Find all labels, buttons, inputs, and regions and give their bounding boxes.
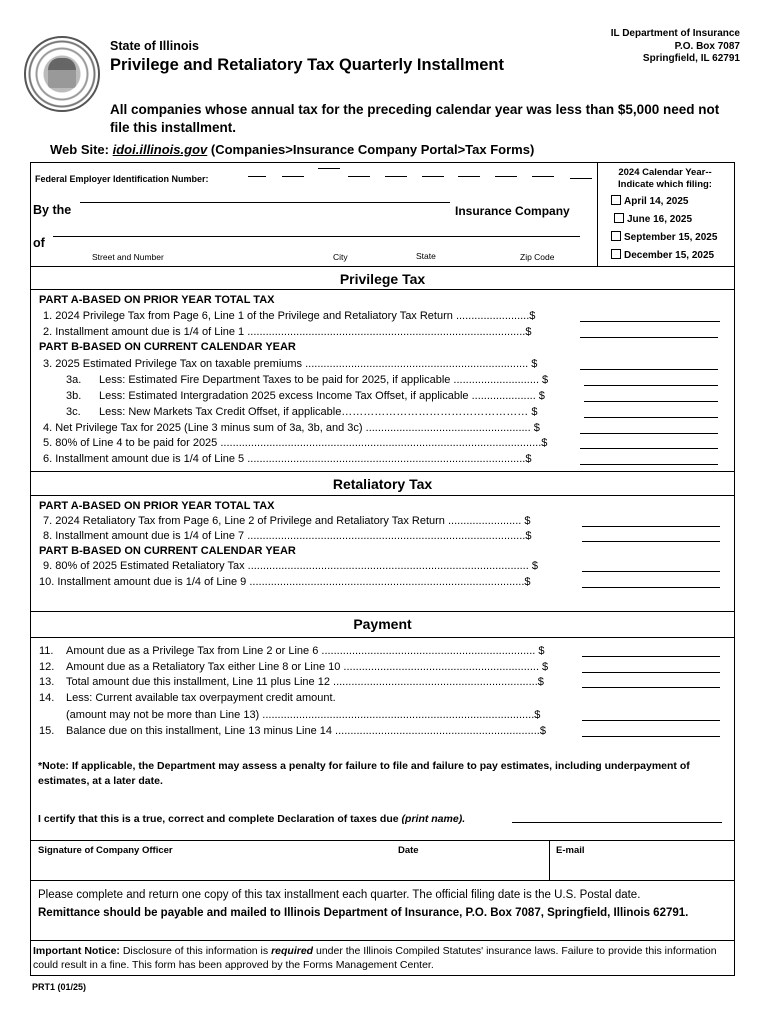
filing-option-september[interactable]: September 15, 2025 [611, 231, 717, 243]
form-id: PRT1 (01/25) [32, 982, 87, 992]
line-3c-label: Less: New Markets Tax Credit Offset, if applicable…………………………………………… $ [99, 406, 538, 418]
line-3b-num: 3b. [66, 390, 82, 402]
line-5-amount[interactable] [580, 448, 718, 449]
line-3-label: 3. 2025 Estimated Privilege Tax on taxable premiums ......................................................................... $ [43, 358, 538, 370]
filing-option-june[interactable]: June 16, 2025 [614, 213, 692, 225]
fein-digit-1[interactable] [248, 176, 266, 177]
filing-notice: All companies whose annual tax for the preceding calendar year was less than $5,000 need not file this installment. [110, 102, 720, 135]
line-8-label: 8. Installment amount due is 1/4 of Line 7 ...........................................................................................$ [43, 530, 532, 542]
line-13-amount[interactable] [582, 687, 720, 688]
checkbox-icon[interactable] [611, 231, 621, 241]
line-10-label: 10. Installment amount due is 1/4 of Line 9 ..........................................................................................$ [39, 576, 531, 588]
zip-label: Zip Code [520, 252, 555, 262]
website-label: Web Site: [50, 142, 109, 157]
retaliatory-part-b: PART B-BASED ON CURRENT CALENDAR YEAR [39, 545, 296, 557]
line-12-amount[interactable] [582, 672, 720, 673]
fein-digit-9[interactable] [532, 176, 554, 177]
email-label: E-mail [556, 845, 585, 856]
return-instructions: Please complete and return one copy of this tax installment each quarter. The official filing date is the U.S. Postal date. [38, 889, 641, 901]
signature-label: Signature of Company Officer [38, 845, 173, 856]
filing-option-december[interactable]: December 15, 2025 [611, 249, 714, 261]
by-the-label: By the [33, 203, 72, 217]
line-3b-amount[interactable] [584, 401, 718, 402]
form-title: Privilege and Retaliatory Tax Quarterly Installment [110, 56, 504, 74]
address-field[interactable] [53, 236, 580, 237]
line-15-amount[interactable] [582, 736, 720, 737]
dept-city: Springfield, IL 62791 [642, 53, 740, 64]
website-path: (Companies>Insurance Company Portal>Tax Forms) [210, 142, 535, 157]
checkbox-icon[interactable] [611, 195, 621, 205]
insurance-company-label: Insurance Company [455, 204, 570, 218]
line-14-num: 14. [39, 692, 55, 704]
state-seal-logo [24, 36, 100, 112]
line-8-amount[interactable] [582, 541, 720, 542]
line-1-label: 1. 2024 Privilege Tax from Page 6, Line 1 of the Privilege and Retaliatory Tax Return ........................$ [43, 310, 536, 322]
fein-digit-10[interactable] [570, 178, 592, 179]
line-13-label: Total amount due this installment, Line 11 plus Line 12 ...................................................................$ [66, 676, 544, 688]
website-link[interactable]: idoi.illinois.gov [112, 142, 208, 157]
line-15-num: 15. [39, 725, 55, 737]
important-notice: Important Notice: Disclosure of this information is required under the Illinois Compiled Statutes' insurance laws. Failure to provide this information could result in a fine. This form has been approved by the Forms Management Center. [33, 945, 717, 971]
line-6-label: 6. Installment amount due is 1/4 of Line 5 ...........................................................................................$ [43, 453, 532, 465]
line-13-num: 13. [39, 676, 55, 688]
penalty-note: *Note: If applicable, the Department may assess a penalty for failure to file and failure to pay estimates, including underpayment of estimates, at a later date. [38, 760, 690, 787]
line-4-label: 4. Net Privilege Tax for 2025 (Line 3 minus sum of 3a, 3b, and 3c) ...................................................... $ [43, 422, 540, 434]
line-12-label: Amount due as a Retaliatory Tax either Line 8 or Line 10 ................................................................ $ [66, 661, 549, 673]
line-5-label: 5. 80% of Line 4 to be paid for 2025 .........................................................................................................$ [43, 437, 548, 449]
line-11-label: Amount due as a Privilege Tax from Line 2 or Line 6 ...................................................................... $ [66, 645, 545, 657]
email-field[interactable] [552, 858, 730, 878]
date-label: Date [398, 845, 419, 856]
line-10-amount[interactable] [582, 587, 720, 588]
company-name-field[interactable] [80, 202, 450, 203]
privilege-tax-title: Privilege Tax [339, 271, 426, 287]
filing-option-april[interactable]: April 14, 2025 [611, 195, 688, 207]
fein-digit-5[interactable] [385, 176, 407, 177]
of-label: of [33, 236, 45, 250]
retaliatory-part-a: PART A-BASED ON PRIOR YEAR TOTAL TAX [39, 500, 275, 512]
line-14-label: Less: Current available tax overpayment credit amount. [66, 692, 336, 704]
fein-digit-3[interactable] [318, 168, 340, 169]
line-3a-amount[interactable] [584, 385, 718, 386]
line-2-amount[interactable] [580, 337, 718, 338]
line-4-amount[interactable] [580, 433, 718, 434]
privilege-part-b: PART B-BASED ON CURRENT CALENDAR YEAR [39, 341, 296, 353]
line-9-label: 9. 80% of 2025 Estimated Retaliatory Tax ............................................................................................ $ [43, 560, 538, 572]
dept-box: P.O. Box 7087 [674, 40, 740, 52]
line-11-amount[interactable] [582, 656, 720, 657]
signature-field[interactable] [38, 858, 546, 878]
dept-name: IL Department of Insurance [610, 28, 740, 39]
line-3c-amount[interactable] [584, 417, 718, 418]
line-3c-num: 3c. [66, 406, 81, 418]
line-14-amount[interactable] [582, 720, 720, 721]
remittance-instructions: Remittance should be payable and mailed to Illinois Department of Insurance, P.O. Box 7087, Springfield, Illinois 62791. [38, 907, 689, 919]
line-14-sublabel: (amount may not be more than Line 13) .........................................................................................$ [66, 709, 541, 721]
state-name: State of Illinois [110, 39, 199, 53]
line-6-amount[interactable] [580, 464, 718, 465]
fein-label: Federal Employer Identification Number: [35, 174, 209, 184]
department-address [611, 28, 740, 66]
city-label: City [333, 252, 348, 262]
line-3b-label: Less: Estimated Intergradation 2025 excess Income Tax Offset, if applicable ..................... $ [99, 390, 545, 402]
filing-heading: 2024 Calendar Year-- Indicate which filing: [618, 167, 712, 190]
retaliatory-tax-title: Retaliatory Tax [332, 476, 433, 492]
line-2-label: 2. Installment amount due is 1/4 of Line 1 ...........................................................................................$ [43, 326, 532, 338]
line-7-label: 7. 2024 Retaliatory Tax from Page 6, Line 2 of Privilege and Retaliatory Tax Return ........................ $ [43, 515, 531, 527]
line-3-amount[interactable] [580, 369, 718, 370]
line-11-num: 11. [39, 645, 54, 657]
fein-digit-6[interactable] [422, 176, 444, 177]
fein-digit-2[interactable] [282, 176, 304, 177]
line-3a-num: 3a. [66, 374, 82, 386]
payment-title: Payment [353, 616, 412, 632]
line-9-amount[interactable] [582, 571, 720, 572]
privilege-part-a: PART A-BASED ON PRIOR YEAR TOTAL TAX [39, 294, 275, 306]
website-line [50, 142, 534, 157]
street-label: Street and Number [92, 252, 164, 262]
line-7-amount[interactable] [582, 526, 720, 527]
checkbox-icon[interactable] [614, 213, 624, 223]
fein-digit-8[interactable] [495, 176, 517, 177]
line-12-num: 12. [39, 661, 55, 673]
checkbox-icon[interactable] [611, 249, 621, 259]
line-15-label: Balance due on this installment, Line 13 minus Line 14 ...................................................................$ [66, 725, 546, 737]
fein-digit-7[interactable] [458, 176, 480, 177]
state-label: State [416, 251, 436, 261]
line-1-amount[interactable] [580, 321, 720, 322]
print-name-field[interactable] [512, 822, 722, 823]
certify-statement: I certify that this is a true, correct and complete Declaration of taxes due (print name). [38, 813, 466, 825]
line-3a-label: Less: Estimated Fire Department Taxes to be paid for 2025, if applicable ............................ $ [99, 374, 549, 386]
fein-digit-4[interactable] [348, 176, 370, 177]
